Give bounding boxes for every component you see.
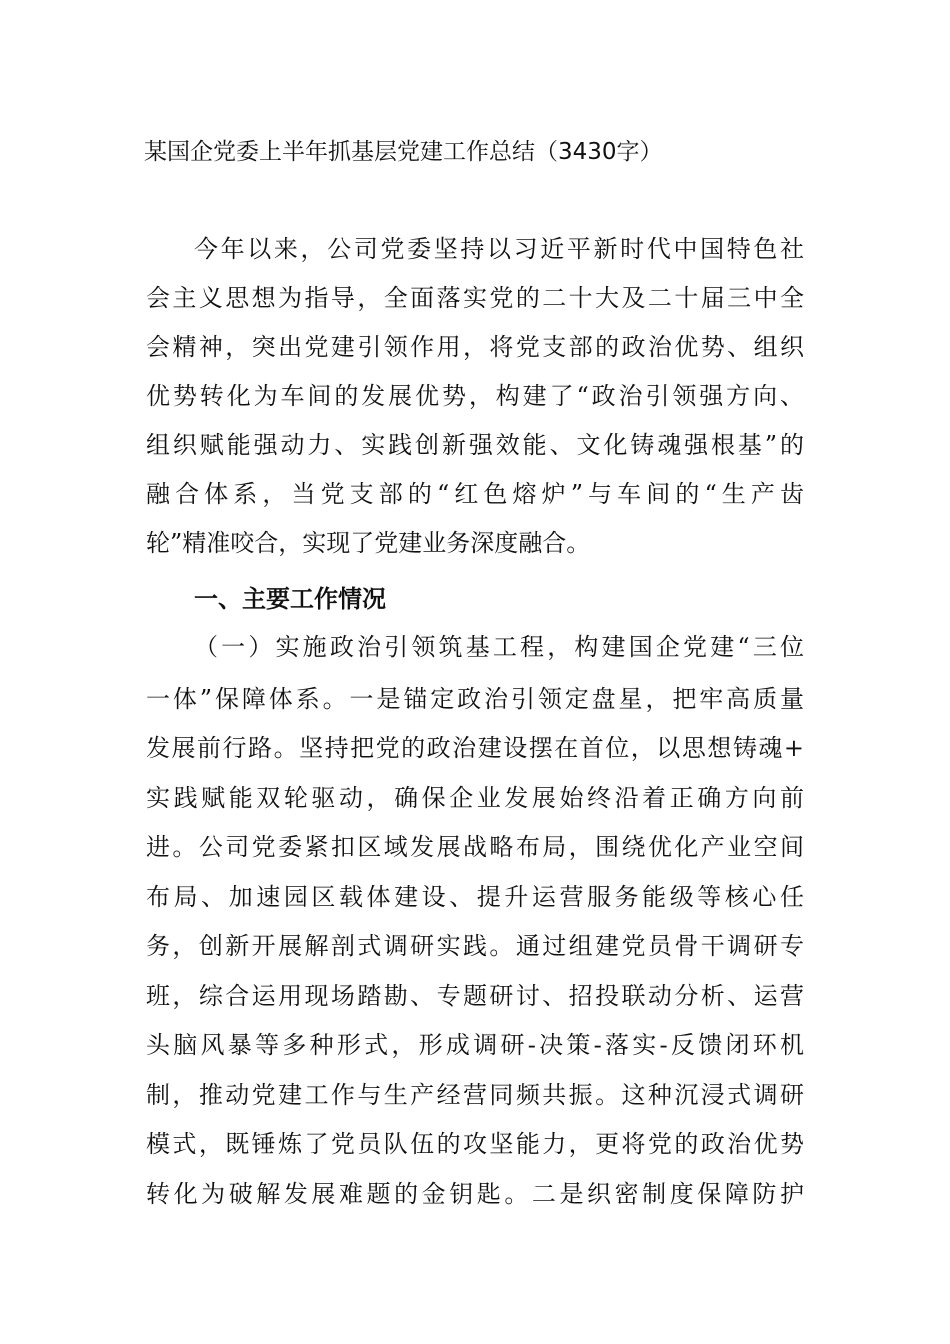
paragraph-2-line-3: 发展前行路。坚持把党的政治建设摆在首位，以思想铸魂+ bbox=[146, 734, 804, 762]
paragraph-2-line-10: 制，推动党建工作与生产经营同频共振。这种沉浸式调研 bbox=[146, 1081, 804, 1109]
paragraph-2-line-12: 转化为破解发展难题的金钥匙。二是织密制度保障防护 bbox=[146, 1180, 804, 1208]
document-title: 某国企党委上半年抓基层党建工作总结（3430字） bbox=[144, 139, 663, 165]
paragraph-2-line-4: 实践赋能双轮驱动，确保企业发展始终沿着正确方向前 bbox=[146, 784, 804, 812]
paragraph-2-line-2: 一体”保障体系。一是锚定政治引领定盘星，把牢高质量 bbox=[146, 685, 804, 713]
paragraph-1-line-4: 优势转化为车间的发展优势，构建了“政治引领强方向、 bbox=[146, 382, 804, 410]
paragraph-1-line-7: 轮”精准咬合，实现了党建业务深度融合。 bbox=[146, 529, 591, 557]
paragraph-2-line-5: 进。公司党委紧扣区域发展战略布局，围绕优化产业空间 bbox=[146, 833, 804, 861]
paragraph-2-line-7: 务，创新开展解剖式调研实践。通过组建党员骨干调研专 bbox=[146, 932, 804, 960]
paragraph-1-line-1: 今年以来，公司党委坚持以习近平新时代中国特色社 bbox=[194, 235, 804, 263]
paragraph-2-line-1: （一）实施政治引领筑基工程，构建国企党建“三位 bbox=[194, 633, 804, 661]
paragraph-1-line-3: 会精神，突出党建引领作用，将党支部的政治优势、组织 bbox=[146, 333, 804, 361]
paragraph-1-line-2: 会主义思想为指导，全面落实党的二十大及二十届三中全 bbox=[146, 284, 804, 312]
paragraph-2-line-6: 布局、加速园区载体建设、提升运营服务能级等核心任 bbox=[146, 883, 804, 911]
section-1-heading: 一、主要工作情况 bbox=[194, 585, 386, 613]
paragraph-1-line-6: 融合体系，当党支部的“红色熔炉”与车间的“生产齿 bbox=[146, 480, 804, 508]
paragraph-2-line-9: 头脑风暴等多种形式，形成调研-决策-落实-反馈闭环机 bbox=[146, 1031, 804, 1059]
paragraph-2-line-11: 模式，既锤炼了党员队伍的攻坚能力，更将党的政治优势 bbox=[146, 1130, 804, 1158]
paragraph-2-line-8: 班，综合运用现场踏勘、专题研讨、招投联动分析、运营 bbox=[146, 982, 804, 1010]
paragraph-1-line-5: 组织赋能强动力、实践创新强效能、文化铸魂强根基”的 bbox=[146, 431, 804, 459]
